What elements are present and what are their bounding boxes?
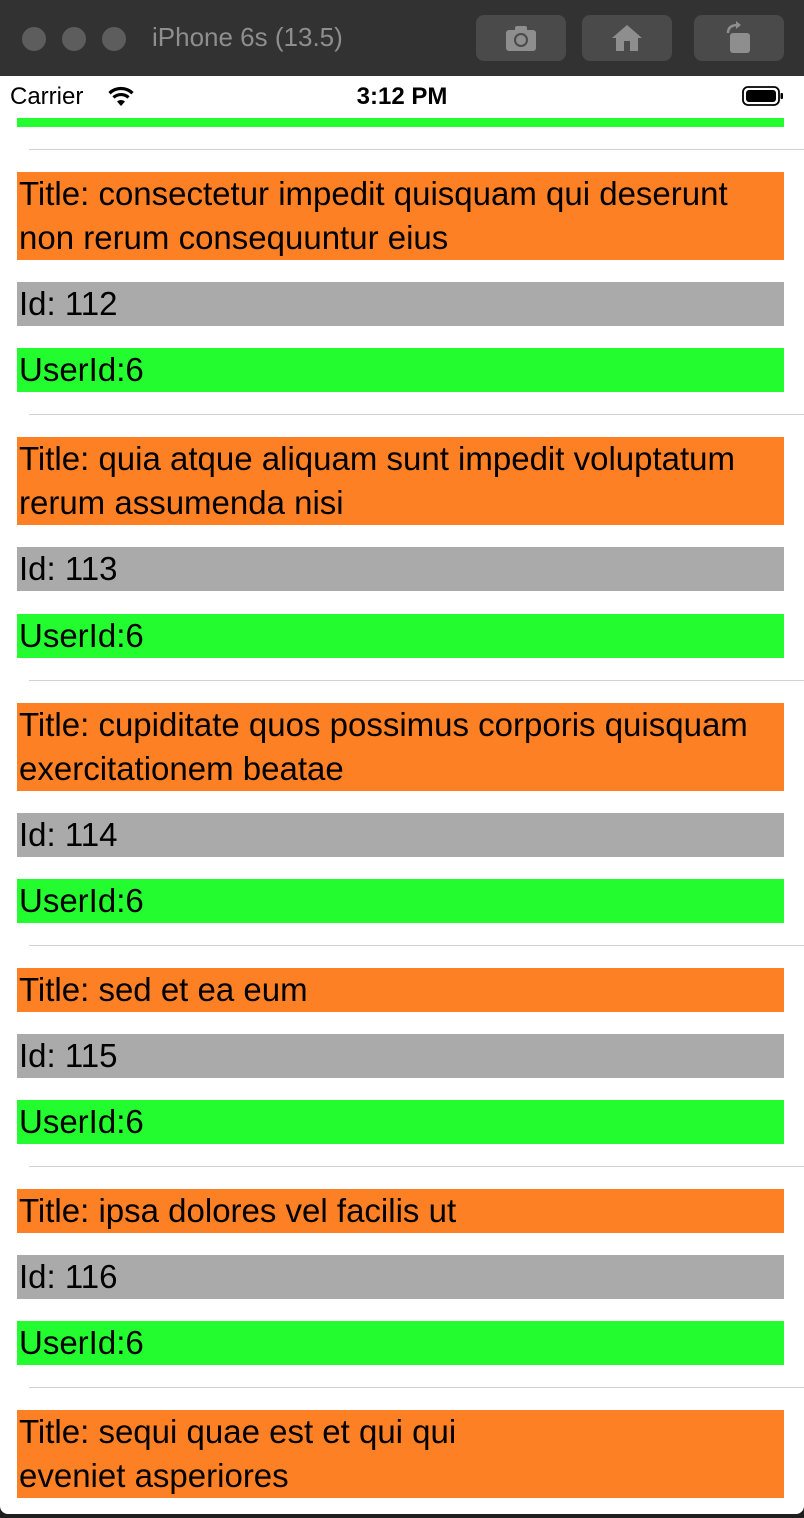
status-time: 3:12 PM bbox=[356, 83, 448, 110]
post-title: Title: consectetur impedit quisquam qui deserunt non rerum consequuntur eius bbox=[17, 172, 784, 260]
rotate-icon bbox=[722, 21, 756, 55]
cell-separator bbox=[29, 680, 804, 681]
post-id: Id: 113 bbox=[17, 547, 784, 591]
post-userid: UserId:6 bbox=[17, 614, 784, 658]
post-id: Id: 112 bbox=[17, 282, 784, 326]
close-window-button[interactable] bbox=[22, 27, 46, 51]
post-title: Title: quia atque aliquam sunt impedit voluptatum rerum assumenda nisi bbox=[17, 437, 784, 525]
post-userid: UserId:6 bbox=[17, 348, 784, 392]
post-title: Title: sequi quae est et qui qui eveniet asperiores bbox=[17, 1410, 784, 1498]
post-id: Id: 115 bbox=[17, 1034, 784, 1078]
rotate-button[interactable] bbox=[694, 15, 784, 61]
post-userid: UserId:6 bbox=[17, 1100, 784, 1144]
post-title: Title: sed et ea eum bbox=[17, 968, 784, 1012]
cell-separator bbox=[29, 149, 804, 150]
zoom-window-button[interactable] bbox=[102, 27, 126, 51]
cell-separator bbox=[29, 1166, 804, 1167]
camera-icon bbox=[504, 23, 538, 53]
post-userid: UserId:6 bbox=[17, 1321, 784, 1365]
minimize-window-button[interactable] bbox=[62, 27, 86, 51]
post-title: Title: ipsa dolores vel facilis ut bbox=[17, 1189, 784, 1233]
battery-icon bbox=[742, 86, 784, 106]
post-userid: UserId:6 bbox=[17, 879, 784, 923]
post-id: Id: 114 bbox=[17, 813, 784, 857]
cell-separator bbox=[29, 414, 804, 415]
window-title: iPhone 6s (13.5) bbox=[152, 22, 343, 52]
post-title: Title: cupiditate quos possimus corporis quisquam exercitationem beatae bbox=[17, 703, 784, 791]
cell-separator bbox=[29, 945, 804, 946]
carrier-label: Carrier bbox=[10, 83, 84, 110]
status-bar bbox=[0, 76, 804, 118]
home-icon bbox=[610, 23, 644, 53]
simulator-titlebar bbox=[0, 0, 804, 76]
post-id: Id: 116 bbox=[17, 1255, 784, 1299]
home-button[interactable] bbox=[582, 15, 672, 61]
screenshot-button[interactable] bbox=[476, 15, 566, 61]
device-screen bbox=[0, 76, 804, 1514]
cell-separator bbox=[29, 1387, 804, 1388]
